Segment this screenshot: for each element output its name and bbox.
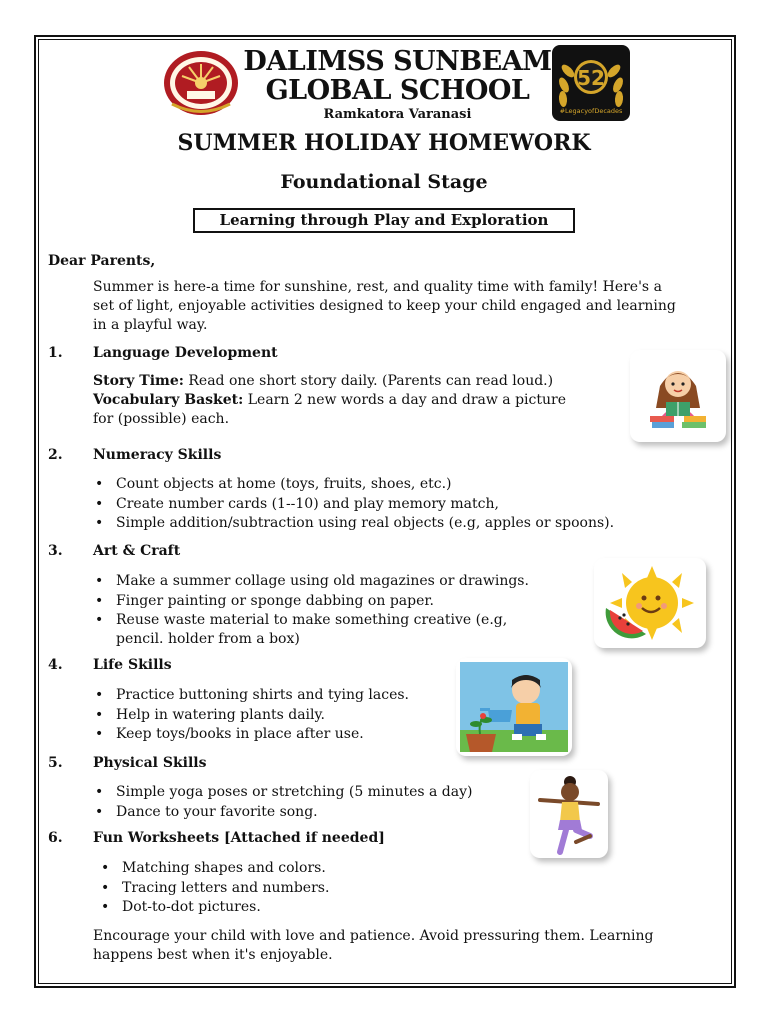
sun-watermelon-picture (594, 558, 706, 648)
anniversary-52-badge-icon (552, 45, 630, 121)
story-time-item: Story Time: Read one short story daily. (Parents can read loud.) (93, 373, 554, 389)
intro-line: set of light, enjoyable activities designed to keep your child engaged and learning (93, 298, 676, 314)
section-title-art: Art & Craft (93, 543, 181, 559)
closing-line: Encourage your child with love and patience. Avoid pressuring them. Learning (93, 928, 654, 944)
list-item: • Help in watering plants daily. (93, 706, 409, 726)
section-number: 6. (48, 830, 63, 846)
section-title-worksheets: Fun Worksheets [Attached if needed] (93, 830, 385, 846)
girl-yoga-picture (530, 770, 608, 858)
art-list (93, 572, 529, 631)
worksheets-list (99, 859, 329, 918)
intro-line: in a playful way. (93, 317, 208, 333)
section-number: 1. (48, 345, 63, 361)
language-items (93, 372, 566, 429)
list-item: • Create number cards (1--10) and play memory match, (93, 495, 614, 515)
document-stage: Foundational Stage (280, 171, 488, 193)
section-number: 3. (48, 543, 63, 559)
greeting: Dear Parents, (48, 253, 156, 269)
numeracy-list (93, 475, 614, 534)
sun-watermelon-icon (594, 558, 706, 648)
list-item: • Finger painting or sponge dabbing on paper. (93, 592, 529, 612)
document-title: SUMMER HOLIDAY HOMEWORK (177, 130, 591, 156)
section-number: 2. (48, 447, 63, 463)
list-item: • Dot-to-dot pictures. (99, 898, 329, 918)
list-item: • Reuse waste material to make something creative (e.g, (93, 611, 529, 631)
closing-line: happens best when it's enjoyable. (93, 947, 333, 963)
school-crest-icon (162, 49, 240, 117)
life-list (93, 686, 409, 745)
list-item: • Simple yoga poses or stretching (5 minutes a day) (93, 783, 473, 803)
physical-list (93, 783, 473, 822)
school-header (150, 44, 640, 122)
vocabulary-item: Vocabulary Basket: Learn 2 new words a day and draw a picture (93, 392, 566, 408)
girl-reading-icon (630, 350, 726, 442)
intro-line: Summer is here-a time for sunshine, rest, and quality time with family! Here's a (93, 279, 662, 295)
section-number: 5. (48, 755, 63, 771)
list-item: • Keep toys/books in place after use. (93, 725, 409, 745)
list-item-continuation: pencil. holder from a box) (116, 631, 300, 647)
vocabulary-item-cont: for (possible) each. (93, 411, 230, 427)
boy-watering-plant-icon (456, 658, 572, 756)
section-number: 4. (48, 657, 63, 673)
list-item: • Tracing letters and numbers. (99, 879, 329, 899)
school-name-line2: GLOBAL SCHOOL (265, 75, 530, 106)
section-title-language: Language Development (93, 345, 278, 361)
list-item: • Matching shapes and colors. (99, 859, 329, 879)
list-item: • Count objects at home (toys, fruits, shoes, etc.) (93, 475, 614, 495)
list-item: • Dance to your favorite song. (93, 803, 473, 823)
girl-yoga-icon (530, 770, 608, 858)
girl-reading-picture (630, 350, 726, 442)
school-location: Ramkatora Varanasi (323, 107, 472, 122)
list-item: • Practice buttoning shirts and tying laces. (93, 686, 409, 706)
intro-paragraph (93, 278, 676, 335)
list-item: • Make a summer collage using old magazines or drawings. (93, 572, 529, 592)
anniversary-number: 52 (577, 66, 605, 90)
list-item: • Simple addition/subtraction using real objects (e.g, apples or spoons). (93, 514, 614, 534)
section-title-numeracy: Numeracy Skills (93, 447, 222, 463)
anniversary-tag: #LegacyofDecades (559, 107, 623, 115)
boy-watering-picture (456, 658, 572, 756)
closing-paragraph (93, 927, 654, 965)
theme-box: Learning through Play and Exploration (193, 208, 575, 233)
school-name-line1: DALIMSS SUNBEAM (243, 46, 552, 77)
section-title-physical: Physical Skills (93, 755, 207, 771)
section-title-life: Life Skills (93, 657, 172, 673)
